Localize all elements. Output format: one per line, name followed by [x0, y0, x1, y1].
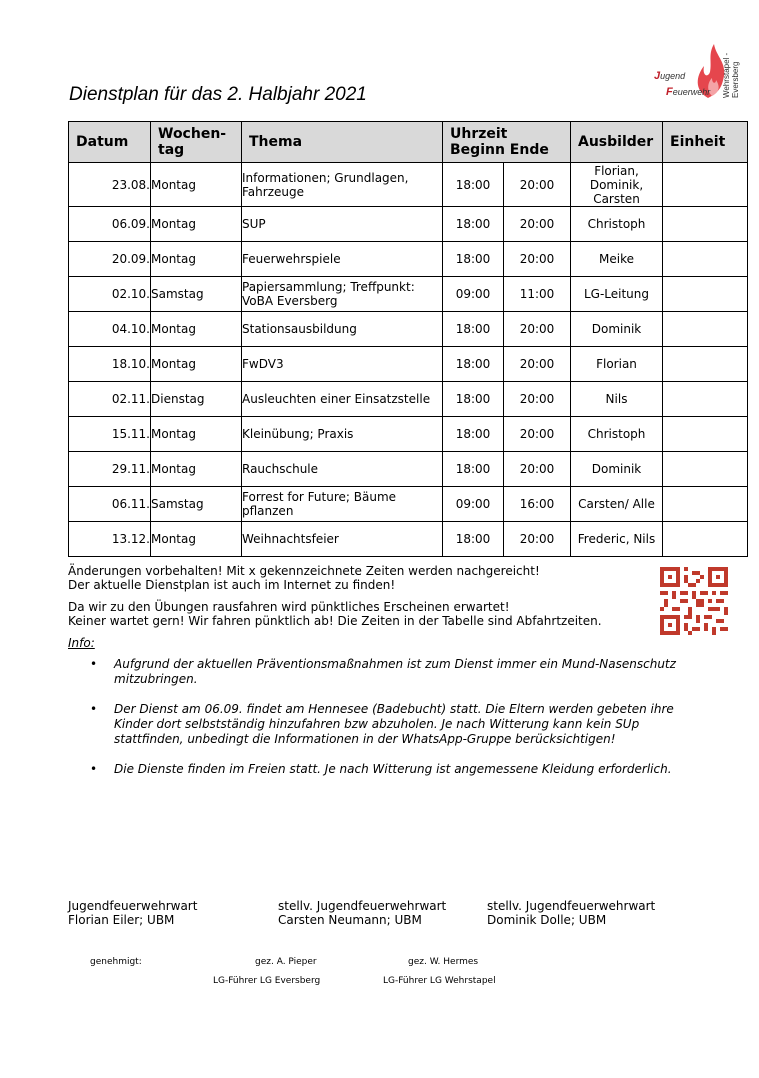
cell-wochentag: Montag	[151, 207, 242, 242]
cell-datum: 02.10.	[69, 277, 151, 312]
cell-wochentag: Montag	[151, 242, 242, 277]
cell-beginn: 18:00	[443, 312, 504, 347]
header-einheit: Einheit	[663, 122, 748, 163]
cell-datum: 29.11.	[69, 452, 151, 487]
cell-einheit	[663, 242, 748, 277]
cell-einheit	[663, 312, 748, 347]
cell-einheit	[663, 417, 748, 452]
jugendfeuerwehr-logo	[650, 40, 746, 102]
cell-ende: 20:00	[504, 163, 571, 207]
cell-thema: Weihnachtsfeier	[242, 522, 443, 557]
cell-thema: Forrest for Future; Bäume pflanzen	[242, 487, 443, 522]
cell-thema: Rauchschule	[242, 452, 443, 487]
signature-role: stellv. Jugendfeuerwehrwart	[487, 899, 656, 913]
cell-datum: 06.11.	[69, 487, 151, 522]
approval-label: genehmigt:	[90, 957, 142, 967]
table-row	[69, 312, 748, 347]
cell-ende: 20:00	[504, 242, 571, 277]
signature-block	[278, 899, 446, 927]
info-item	[88, 762, 678, 777]
cell-ende: 20:00	[504, 207, 571, 242]
logo-text-jugend: Jugend	[654, 70, 686, 82]
table-row	[69, 452, 748, 487]
table-row	[69, 522, 748, 557]
table-row	[69, 277, 748, 312]
cell-ende: 16:00	[504, 487, 571, 522]
info-label: Info:	[68, 636, 95, 650]
approval-role-2: LG-Führer LG Wehrstapel	[383, 976, 496, 986]
cell-ende: 20:00	[504, 347, 571, 382]
header-uhrzeit: Uhrzeit Beginn Ende	[443, 122, 571, 163]
cell-ende: 20:00	[504, 417, 571, 452]
cell-einheit	[663, 487, 748, 522]
cell-wochentag: Montag	[151, 522, 242, 557]
cell-ausbilder: Florian, Dominik, Carsten	[571, 163, 663, 207]
notes	[68, 564, 602, 628]
cell-ausbilder: LG-Leitung	[571, 277, 663, 312]
cell-beginn: 18:00	[443, 452, 504, 487]
table-row	[69, 163, 748, 207]
info-text: Der Dienst am 06.09. findet am Hennesee (Badebucht) statt. Die Eltern werden gebeten ihre Kinder dort selbstständig hinzufahren bzw abzuholen. Je nach Witterung kann kein SUp stattfinden, unbedingt die Informationen in der WhatsApp-Gruppe berücksichtigen!	[114, 702, 674, 746]
cell-ausbilder: Frederic, Nils	[571, 522, 663, 557]
cell-wochentag: Dienstag	[151, 382, 242, 417]
cell-datum: 23.08.	[69, 163, 151, 207]
cell-ende: 20:00	[504, 382, 571, 417]
cell-einheit	[663, 163, 748, 207]
cell-thema: Informationen; Grundlagen, Fahrzeuge	[242, 163, 443, 207]
cell-ende: 11:00	[504, 277, 571, 312]
cell-beginn: 18:00	[443, 417, 504, 452]
logo-text-feuerwehr: Feuerwehr	[666, 86, 711, 98]
table-header-row	[69, 122, 748, 163]
cell-einheit	[663, 277, 748, 312]
header-datum: Datum	[69, 122, 151, 163]
cell-thema: Stationsausbildung	[242, 312, 443, 347]
qr-code[interactable]	[660, 567, 728, 635]
info-item	[88, 702, 678, 747]
bullet-icon: •	[90, 762, 98, 776]
signature-block	[68, 899, 197, 927]
table-row	[69, 487, 748, 522]
info-text: Aufgrund der aktuellen Präventionsmaßnahmen ist zum Dienst immer ein Mund-Nasenschutz mitzubringen.	[114, 657, 676, 686]
note-line: Keiner wartet gern! Wir fahren pünktlich ab! Die Zeiten in der Tabelle sind Abfahrtzeiten.	[68, 614, 602, 628]
cell-wochentag: Montag	[151, 417, 242, 452]
cell-thema: Ausleuchten einer Einsatzstelle	[242, 382, 443, 417]
cell-thema: Papiersammlung; Treffpunkt: VoBA Eversberg	[242, 277, 443, 312]
cell-beginn: 09:00	[443, 277, 504, 312]
note-line: Da wir zu den Übungen rausfahren wird pünktliches Erscheinen erwartet!	[68, 600, 510, 614]
cell-ausbilder: Carsten/ Alle	[571, 487, 663, 522]
cell-ende: 20:00	[504, 522, 571, 557]
cell-einheit	[663, 522, 748, 557]
info-list	[88, 657, 678, 792]
cell-beginn: 18:00	[443, 242, 504, 277]
cell-beginn: 18:00	[443, 522, 504, 557]
signature-role: Jugendfeuerwehrwart	[68, 899, 198, 913]
cell-beginn: 09:00	[443, 487, 504, 522]
cell-beginn: 18:00	[443, 163, 504, 207]
cell-ende: 20:00	[504, 452, 571, 487]
signature-block	[487, 899, 655, 927]
cell-einheit	[663, 207, 748, 242]
dienstplan-table	[68, 121, 748, 557]
cell-thema: SUP	[242, 207, 443, 242]
qr-code-icon	[660, 567, 728, 635]
signature-name: Dominik Dolle; UBM	[487, 913, 607, 927]
table-row	[69, 417, 748, 452]
cell-datum: 04.10.	[69, 312, 151, 347]
cell-beginn: 18:00	[443, 382, 504, 417]
table-row	[69, 207, 748, 242]
table-row	[69, 382, 748, 417]
cell-datum: 15.11.	[69, 417, 151, 452]
cell-einheit	[663, 382, 748, 417]
page-title: Dienstplan für das 2. Halbjahr 2021	[69, 84, 367, 105]
note-line: Änderungen vorbehalten! Mit x gekennzeichnete Zeiten werden nachgereicht!	[68, 564, 540, 578]
cell-wochentag: Montag	[151, 163, 242, 207]
cell-ausbilder: Christoph	[571, 417, 663, 452]
header-ausbilder: Ausbilder	[571, 122, 663, 163]
approval-role-1: LG-Führer LG Eversberg	[213, 976, 321, 986]
cell-datum: 18.10.	[69, 347, 151, 382]
cell-ausbilder: Dominik	[571, 452, 663, 487]
signature-name: Florian Eiler; UBM	[68, 913, 175, 927]
cell-wochentag: Samstag	[151, 487, 242, 522]
signature-role: stellv. Jugendfeuerwehrwart	[278, 899, 447, 913]
cell-ausbilder: Nils	[571, 382, 663, 417]
cell-thema: Kleinübung; Praxis	[242, 417, 443, 452]
table-row	[69, 242, 748, 277]
info-item	[88, 657, 678, 687]
bullet-icon: •	[90, 657, 98, 671]
cell-thema: FwDV3	[242, 347, 443, 382]
cell-ausbilder: Meike	[571, 242, 663, 277]
cell-datum: 20.09.	[69, 242, 151, 277]
cell-beginn: 18:00	[443, 207, 504, 242]
table-row	[69, 347, 748, 382]
cell-wochentag: Samstag	[151, 277, 242, 312]
cell-wochentag: Montag	[151, 312, 242, 347]
cell-wochentag: Montag	[151, 347, 242, 382]
cell-einheit	[663, 452, 748, 487]
cell-ausbilder: Dominik	[571, 312, 663, 347]
header-wochentag: Wochen- tag	[151, 122, 242, 163]
cell-thema: Feuerwehrspiele	[242, 242, 443, 277]
note-line: Der aktuelle Dienstplan ist auch im Internet zu finden!	[68, 578, 396, 592]
approval-signature-1: gez. A. Pieper	[255, 957, 317, 967]
header-thema: Thema	[242, 122, 443, 163]
cell-wochentag: Montag	[151, 452, 242, 487]
cell-datum: 13.12.	[69, 522, 151, 557]
approval-signature-2: gez. W. Hermes	[408, 957, 479, 967]
bullet-icon: •	[90, 702, 98, 716]
cell-beginn: 18:00	[443, 347, 504, 382]
cell-datum: 06.09.	[69, 207, 151, 242]
cell-ende: 20:00	[504, 312, 571, 347]
signature-name: Carsten Neumann; UBM	[278, 913, 422, 927]
cell-ausbilder: Florian	[571, 347, 663, 382]
cell-datum: 02.11.	[69, 382, 151, 417]
logo-vertical-text: Wehrstapel - Eversberg	[722, 52, 740, 98]
cell-einheit	[663, 347, 748, 382]
cell-ausbilder: Christoph	[571, 207, 663, 242]
info-text: Die Dienste finden im Freien statt. Je nach Witterung ist angemessene Kleidung erforderlich.	[114, 762, 672, 776]
